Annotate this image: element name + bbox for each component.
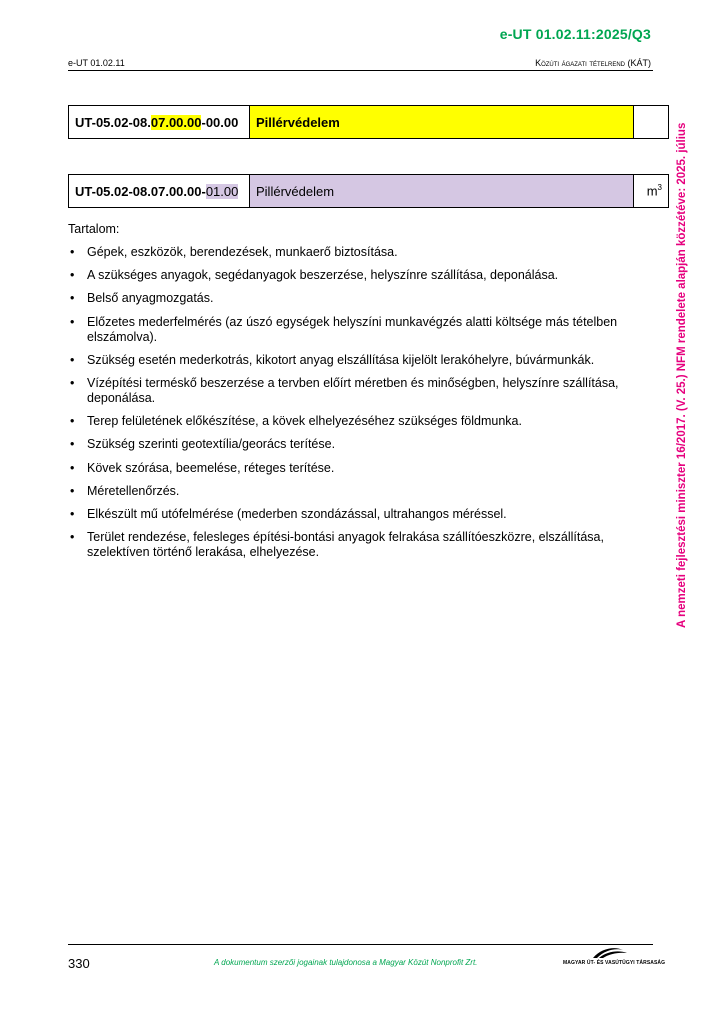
content-list-item xyxy=(68,507,648,522)
content-list-item xyxy=(68,484,648,499)
content-item-text: Kövek szórása, beemelése, réteges terítése. xyxy=(87,460,335,475)
bullet-icon: • xyxy=(70,437,75,452)
bullet-icon: • xyxy=(70,314,75,329)
document-code: e-UT 01.02.11:2025/Q3 xyxy=(499,26,651,42)
content-list-item xyxy=(68,315,648,345)
item-sub-code-prefix: UT-05.02-08.07.00.00- xyxy=(75,183,206,199)
society-logo xyxy=(563,946,666,970)
header-right: Közúti ágazati tételrend (KÁT) xyxy=(535,58,651,68)
content-list-item xyxy=(68,353,648,368)
content-item-text: Terület rendezése, felesleges építési-bontási anyagok felrakása szállítóeszközre, elszállítása, szelektíven történő lerakása, elhelyezése. xyxy=(87,530,604,560)
bullet-icon: • xyxy=(70,245,75,259)
content-item-text: Belső anyagmozgatás. xyxy=(87,291,214,306)
content-item-text: Méretellenőrzés. xyxy=(87,483,180,498)
item-main-name: Pillérvédelem xyxy=(250,106,634,139)
content-item-text: Vízépítési terméskő beszerzése a tervben előírt méretben és minőségben, helyszínre szállítása, deponálása. xyxy=(87,375,619,405)
content-list-item xyxy=(68,376,648,406)
item-main-code-highlight: 07.00.00 xyxy=(150,114,202,130)
unit-superscript: 3 xyxy=(657,183,662,193)
item-sub-name: Pillérvédelem xyxy=(250,175,634,208)
content-item-text: Előzetes mederfelmérés (az úszó egységek helyszíni munkavégzés alatti költsége más tételben elszámolva). xyxy=(87,314,618,344)
bullet-icon: • xyxy=(70,530,75,545)
content-item-text: Terep felületének előkészítése, a kövek elhelyezéséhez szükséges földmunka. xyxy=(87,414,522,429)
item-main-code-prefix: UT-05.02-08. xyxy=(75,114,151,130)
item-main-code-suffix: -00.00 xyxy=(201,114,239,130)
item-sub-code-highlight: 01.00 xyxy=(205,183,239,199)
content-item-text: Gépek, eszközök, berendezések, munkaerő biztosítása. xyxy=(87,245,398,259)
content-label: Tartalom: xyxy=(68,222,120,236)
content-list-item xyxy=(68,414,648,429)
page-number: 330 xyxy=(68,956,90,971)
header-rule xyxy=(68,70,653,71)
bullet-icon: • xyxy=(70,414,75,429)
item-main-code xyxy=(69,106,250,139)
content-list xyxy=(68,245,648,560)
content-list-item xyxy=(68,245,648,260)
side-note: A nemzeti fejlesztési miniszter 16/2017. (V. 25.) NFM rendelete alapján közzétéve: 2025. július xyxy=(676,122,688,628)
bullet-icon: • xyxy=(70,352,75,367)
content-item-text: Elkészült mű utófelmérése (mederben szondázással, ultrahangos méréssel. xyxy=(87,506,507,521)
item-main-table xyxy=(68,105,669,139)
footer-rule xyxy=(68,944,653,945)
item-sub-table xyxy=(68,174,669,208)
item-main-row xyxy=(69,106,669,139)
bullet-icon: • xyxy=(70,375,75,390)
content-item-text: Szükség szerinti geotextília/georács terítése. xyxy=(87,437,336,452)
bullet-icon: • xyxy=(70,483,75,498)
content-item-text: A szükséges anyagok, segédanyagok beszerzése, helyszínre szállítása, deponálása. xyxy=(87,268,559,283)
content-list-item xyxy=(68,461,648,476)
item-sub-code xyxy=(69,175,250,208)
bullet-icon: • xyxy=(70,268,75,283)
item-main-unit xyxy=(634,106,669,139)
content-list-item xyxy=(68,530,648,560)
bullet-icon: • xyxy=(70,506,75,521)
header-left: e-UT 01.02.11 xyxy=(68,58,125,68)
logo-text: MAGYAR ÚT- ÉS VASÚTÜGYI TÁRSASÁG xyxy=(563,960,666,966)
unit-base: m xyxy=(646,183,658,199)
content-list-item xyxy=(68,291,648,306)
content-list-item xyxy=(68,437,648,452)
bullet-icon: • xyxy=(70,291,75,306)
bullet-icon: • xyxy=(70,460,75,475)
content-section xyxy=(68,222,648,568)
item-sub-row xyxy=(69,175,669,208)
logo-swoosh-icon xyxy=(563,946,655,960)
footer-copyright: A dokumentum szerzői jogainak tulajdonosa a Magyar Közút Nonprofit Zrt. xyxy=(214,958,478,967)
item-sub-unit xyxy=(634,175,669,208)
content-list-item xyxy=(68,268,648,283)
content-item-text: Szükség esetén mederkotrás, kikotort anyag elszállítása kijelölt lerakóhelyre, búvármunkák. xyxy=(87,352,595,367)
